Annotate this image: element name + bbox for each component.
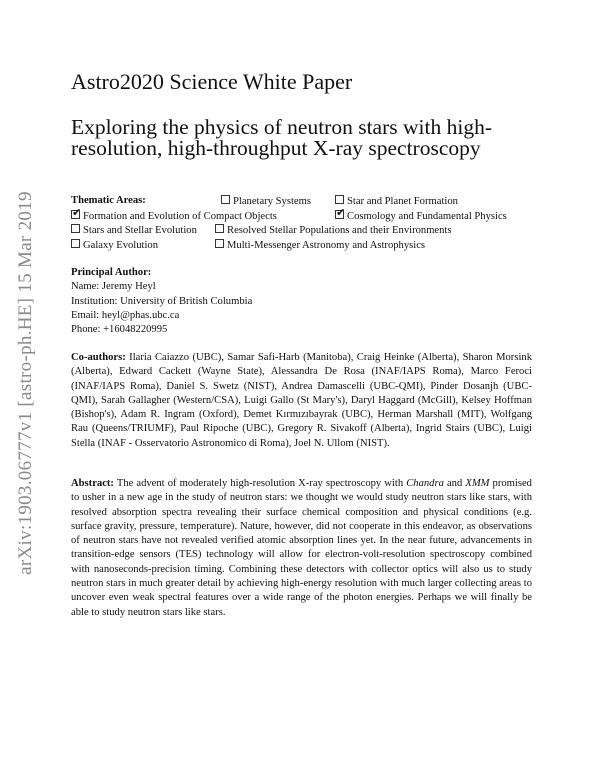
series-title: Astro2020 Science White Paper — [71, 69, 353, 94]
area-cosmology[interactable]: ✔ Cosmology and Fundamental Physics — [335, 210, 507, 222]
coauthors — [71, 351, 532, 451]
coauthors-heading: Co-authors: — [71, 352, 126, 363]
abstract-and: and — [446, 478, 463, 489]
paper-title: Exploring the physics of neutron stars with high-resolution, high-throughput X-ray spectroscopy — [71, 115, 492, 160]
author-name: Name: Jeremy Heyl — [71, 281, 156, 293]
area-compact-objects[interactable]: ✔Formation and Evolution of Compact Objects — [71, 210, 277, 222]
checkbox-icon[interactable] — [215, 239, 224, 248]
thematic-areas-label: Thematic Areas: — [71, 195, 146, 206]
abstract-emphasis-xmm: XMM — [465, 478, 490, 489]
checkbox-icon[interactable] — [71, 239, 80, 248]
area-planetary-systems[interactable]: Planetary Systems — [221, 195, 311, 207]
area-galaxy-evolution[interactable]: Galaxy Evolution — [71, 239, 158, 251]
checkbox-icon[interactable] — [221, 195, 230, 204]
checkbox-icon[interactable] — [215, 224, 224, 233]
checkbox-icon[interactable] — [71, 224, 80, 233]
area-stellar-evolution[interactable]: Stars and Stellar Evolution — [71, 224, 197, 236]
area-star-planet-formation[interactable]: Star and Planet Formation — [335, 195, 458, 207]
author-phone: Phone: +16048220995 — [71, 324, 168, 336]
abstract — [71, 477, 532, 620]
thematic-areas — [71, 195, 541, 253]
arxiv-identifier-text: arXiv:1903.06777v1 [astro-ph.HE] 15 Mar 2019 — [15, 190, 36, 575]
author-email: Email: heyl@phas.ubc.ca — [71, 309, 180, 321]
checkbox-icon[interactable] — [335, 195, 344, 204]
abstract-heading: Abstract: — [71, 478, 114, 489]
abstract-text-1: The advent of moderately high-resolution X-ray spectroscopy with — [116, 478, 404, 489]
checkbox-checked-icon[interactable] — [71, 210, 80, 219]
principal-author-heading: Principal Author: — [71, 267, 152, 278]
coauthors-list: Ilaria Caiazzo (UBC), Samar Safi-Harb (Manitoba), Craig Heinke (Alberta), Sharon Morsink (Alberta), Edward Cackett (Wayne State), Alessandra De Rosa (INAF/IAPS Roma), Marco Feroci (INAF/IAPS Roma), Daniel S. Swetz (NIST), Andrea Damascelli (UBC-QMI), Pinder Dosanjh (UBC-QMI), Sarah Gallagher (Western/CSA), Luigi Gallo (St Mary's), Daryl Haggard (McGill), Kelsey Hoffman (Bishop's), Adam R. Ingram (Oxford), Demet Kırmızıbayrak (UBC), Herman Marshall (MIT), Wolfgang Rau (Queens/TRIUMF), Paul Ripoche (UBC), Gregory R. Sivakoff (Alberta), Ingrid Stairs (UBC), Luigi Stella (INAF - Osservatorio Astronomico di Roma), Joel N. Ullom (NIST). — [71, 352, 532, 449]
area-multi-messenger[interactable]: Multi-Messenger Astronomy and Astrophysics — [215, 239, 425, 251]
checkbox-checked-icon[interactable] — [335, 210, 344, 219]
area-resolved-populations[interactable]: Resolved Stellar Populations and their Environments — [215, 224, 452, 236]
abstract-text-2: promised to usher in a new age in the study of neutron stars: we thought we would study neutron stars like stars, with resolved absorption spectra revealing their surface chemical composition and physical conditions (e.g. surface gravity, pressure, temperature). Nature, however, did not cooperate in this endeavor, as observations of neutron stars have not revealed verified atomic absorption lines yet. In the near future, advancements in transition-edge sensors (TES) technology will allow for electron-volt-resolution spectroscopy combined with nanoseconds-precision timing. Combining these detectors with collector optics will also us to study neutron stars in much greater detail by achieving high-energy resolution with much larger collecting areas to uncover even weak spectral features over a wide range of the photon energies. Perhaps we will finally be able to study neutron stars like stars. — [71, 478, 532, 618]
arxiv-identifier — [6, 185, 46, 580]
author-institution: Institution: University of British Columbia — [71, 295, 253, 307]
principal-author — [71, 266, 252, 337]
abstract-emphasis-chandra: Chandra — [406, 478, 444, 489]
